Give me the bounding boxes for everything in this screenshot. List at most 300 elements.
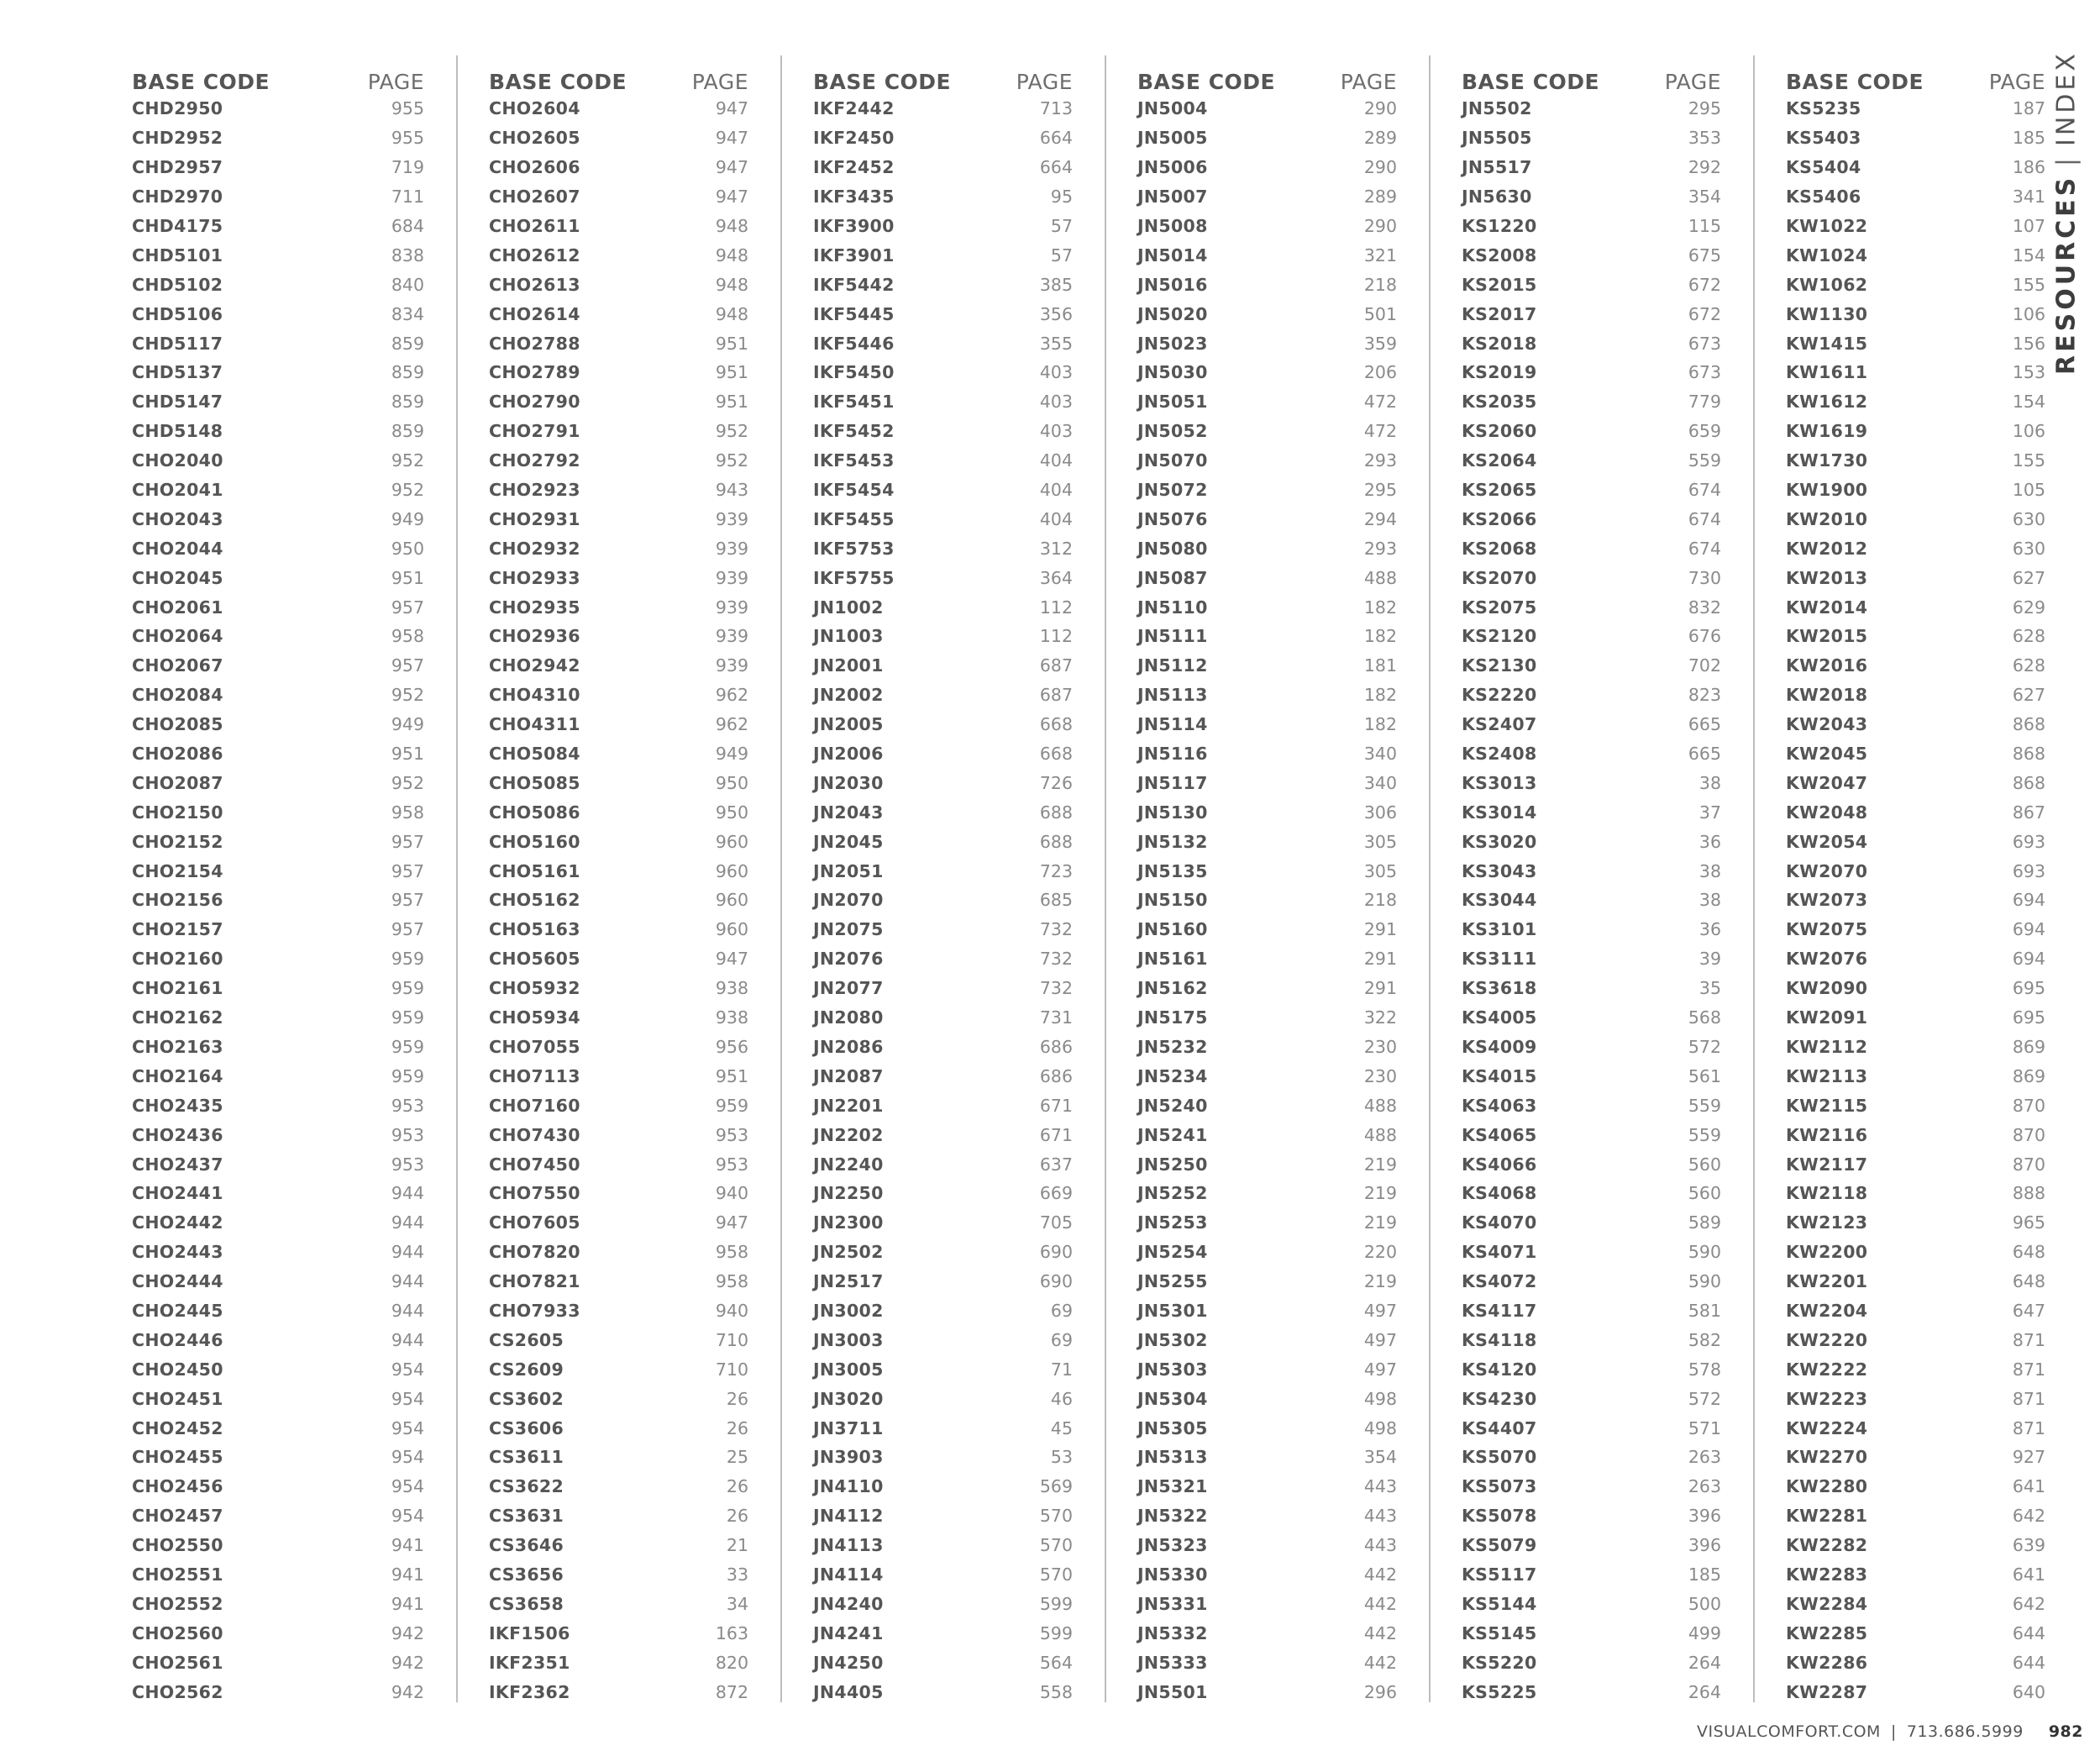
- index-row: [132, 212, 424, 241]
- index-row: [1786, 710, 2045, 739]
- page-ref: 694: [2012, 919, 2045, 940]
- page-ref: 859: [391, 362, 424, 383]
- base-code: CHO2790: [489, 392, 580, 413]
- page-ref: 779: [1688, 392, 1721, 413]
- page-ref: 185: [1688, 1564, 1721, 1585]
- index-row: [1462, 1531, 1721, 1560]
- index-row: [813, 299, 1073, 329]
- page-ref: 95: [1050, 187, 1073, 208]
- page-ref: 951: [715, 392, 748, 413]
- index-row: [1786, 681, 2045, 710]
- side-title: [2050, 50, 2083, 375]
- base-code: JN5132: [1137, 831, 1208, 852]
- base-code: IKF3900: [813, 216, 895, 236]
- index-row: [489, 153, 748, 182]
- index-row: [1137, 915, 1397, 944]
- page-ref: 957: [391, 597, 424, 618]
- index-row: [1786, 1531, 2045, 1560]
- base-code: KS2068: [1462, 538, 1537, 559]
- page-ref: 219: [1363, 1183, 1397, 1204]
- base-code: CHO2061: [132, 597, 223, 618]
- base-code: CHO7450: [489, 1154, 580, 1175]
- page-ref: 960: [715, 831, 748, 852]
- base-code: KW2112: [1786, 1036, 1868, 1057]
- base-code: JN5116: [1137, 744, 1208, 765]
- base-code: JN2087: [813, 1065, 884, 1086]
- index-column: [456, 55, 782, 1702]
- base-code: KS5145: [1462, 1622, 1537, 1643]
- index-row: [489, 974, 748, 1003]
- page-ref: 570: [1039, 1506, 1073, 1527]
- base-code: JN2075: [813, 919, 884, 940]
- index-row: [1137, 1296, 1397, 1326]
- index-row: [813, 1003, 1073, 1033]
- page-ref: 290: [1363, 157, 1397, 178]
- index-row: [1462, 1443, 1721, 1472]
- page-ref: 952: [391, 480, 424, 501]
- index-row: [489, 1238, 748, 1267]
- page-ref: 57: [1050, 245, 1073, 266]
- index-row: [132, 1296, 424, 1326]
- index-row: [489, 944, 748, 974]
- index-row: [132, 329, 424, 358]
- page-ref: 665: [1688, 744, 1721, 765]
- base-code: CHO5162: [489, 890, 580, 911]
- index-row: [132, 1120, 424, 1149]
- base-code: JN5006: [1137, 157, 1208, 178]
- base-code: JN5005: [1137, 128, 1208, 149]
- page-ref: 958: [391, 802, 424, 823]
- base-code: KS2019: [1462, 362, 1537, 383]
- page-ref: 955: [391, 128, 424, 149]
- base-code: IKF2351: [489, 1652, 570, 1673]
- index-row: [1786, 1472, 2045, 1501]
- page-ref: 182: [1363, 685, 1397, 706]
- base-code: JN3002: [813, 1300, 884, 1321]
- index-row: [132, 768, 424, 797]
- index-row: [1462, 240, 1721, 270]
- base-code: CHO2935: [489, 597, 580, 618]
- base-code: KS4068: [1462, 1183, 1537, 1204]
- index-row: [813, 358, 1073, 387]
- page-ref: 501: [1363, 303, 1397, 324]
- index-row: [1137, 1061, 1397, 1091]
- index-row: [1786, 622, 2045, 651]
- base-code: KW2012: [1786, 538, 1868, 559]
- page-ref: 888: [2012, 1183, 2045, 1204]
- page-ref: 948: [715, 216, 748, 236]
- base-code: KW2287: [1786, 1681, 1868, 1702]
- base-code: KS5220: [1462, 1652, 1537, 1673]
- base-code: KW2123: [1786, 1212, 1868, 1233]
- page-ref: 156: [2012, 333, 2045, 354]
- page-ref: 705: [1039, 1212, 1073, 1233]
- index-row: [1137, 1149, 1397, 1179]
- index-row: [1462, 915, 1721, 944]
- index-row: [1462, 1589, 1721, 1618]
- base-code: KW1130: [1786, 303, 1868, 324]
- base-code: JN5114: [1137, 714, 1208, 735]
- index-row: [1462, 856, 1721, 886]
- page-ref: 359: [1363, 333, 1397, 354]
- index-row: [132, 1589, 424, 1618]
- page-ref: 684: [391, 216, 424, 236]
- page-ref: 640: [2012, 1681, 2045, 1702]
- page-ref: 639: [2012, 1535, 2045, 1556]
- index-row: [1786, 270, 2045, 299]
- base-code: CS3658: [489, 1593, 564, 1614]
- index-row: [1462, 1472, 1721, 1501]
- page-ref: 941: [391, 1535, 424, 1556]
- index-row: [489, 886, 748, 915]
- base-code: CHD5102: [132, 274, 223, 295]
- index-row: [1137, 1560, 1397, 1590]
- page-ref: 581: [1688, 1300, 1721, 1321]
- index-row: [1137, 622, 1397, 651]
- page-ref: 958: [715, 1271, 748, 1292]
- page-ref: 499: [1688, 1622, 1721, 1643]
- page-ref: 498: [1363, 1388, 1397, 1409]
- base-code: KS3013: [1462, 772, 1537, 793]
- base-code: IKF5454: [813, 480, 895, 501]
- page-ref: 867: [2012, 802, 2045, 823]
- page-ref: 959: [391, 949, 424, 970]
- index-row: [813, 974, 1073, 1003]
- index-row: [1137, 534, 1397, 563]
- footer-phone: 713.686.5999: [1906, 1722, 2024, 1741]
- base-code: JN5080: [1137, 538, 1208, 559]
- page-ref: 305: [1363, 860, 1397, 881]
- base-code: KW2016: [1786, 655, 1868, 676]
- base-code: KW2286: [1786, 1652, 1868, 1673]
- page-ref: 218: [1363, 274, 1397, 295]
- page-ref: 688: [1039, 802, 1073, 823]
- index-row: [1786, 212, 2045, 241]
- page-ref: 296: [1363, 1681, 1397, 1702]
- base-code: CS3631: [489, 1506, 564, 1527]
- index-row: [132, 299, 424, 329]
- index-row: [489, 1003, 748, 1033]
- page-ref: 560: [1688, 1154, 1721, 1175]
- page-ref: 33: [726, 1564, 748, 1585]
- page-ref: 951: [715, 333, 748, 354]
- index-row: [813, 944, 1073, 974]
- page-ref: 69: [1050, 1300, 1073, 1321]
- index-row: [132, 94, 424, 124]
- base-code: KS2015: [1462, 274, 1537, 295]
- base-code: CHD2952: [132, 128, 223, 149]
- page-ref: 731: [1039, 1007, 1073, 1028]
- index-row: [813, 1677, 1073, 1706]
- page-ref: 954: [391, 1506, 424, 1527]
- page-ref: 953: [391, 1124, 424, 1145]
- page-ref: 404: [1039, 508, 1073, 529]
- page-ref: 294: [1363, 508, 1397, 529]
- index-row: [132, 476, 424, 505]
- base-code: CHO2457: [132, 1506, 223, 1527]
- base-code: CHO2087: [132, 772, 223, 793]
- base-code: KW2073: [1786, 890, 1868, 911]
- page-ref: 396: [1688, 1506, 1721, 1527]
- page-ref: 263: [1688, 1447, 1721, 1468]
- base-code: JN2202: [813, 1124, 884, 1145]
- page-ref: 955: [391, 98, 424, 119]
- index-row: [489, 1618, 748, 1648]
- page-ref: 672: [1688, 303, 1721, 324]
- index-row: [813, 1091, 1073, 1120]
- base-code: CHO2604: [489, 98, 580, 119]
- header-page: PAGE: [1988, 70, 2045, 94]
- base-code: JN5020: [1137, 303, 1208, 324]
- base-code: JN5161: [1137, 949, 1208, 970]
- header-page: PAGE: [1016, 70, 1073, 94]
- base-code: CHO2552: [132, 1593, 223, 1614]
- index-row: [813, 1325, 1073, 1354]
- index-row: [1786, 124, 2045, 153]
- base-code: CHO5163: [489, 919, 580, 940]
- page-ref: 659: [1688, 421, 1721, 442]
- page-ref: 295: [1363, 480, 1397, 501]
- base-code: JN1003: [813, 626, 884, 647]
- page-ref: 404: [1039, 450, 1073, 471]
- index-row: [489, 1325, 748, 1354]
- base-code: CHO2613: [489, 274, 580, 295]
- page-ref: 947: [715, 1212, 748, 1233]
- base-code: KS5225: [1462, 1681, 1537, 1702]
- page-ref: 53: [1050, 1447, 1073, 1468]
- page-ref: 859: [391, 333, 424, 354]
- index-row: [1462, 1238, 1721, 1267]
- base-code: JN4250: [813, 1652, 884, 1673]
- base-code: CHO7430: [489, 1124, 580, 1145]
- index-row: [132, 417, 424, 446]
- page-ref: 290: [1363, 98, 1397, 119]
- index-row: [1462, 739, 1721, 769]
- page-ref: 685: [1039, 890, 1073, 911]
- index-row: [813, 710, 1073, 739]
- index-row: [1462, 1120, 1721, 1149]
- index-row: [813, 1531, 1073, 1560]
- base-code: CHO2451: [132, 1388, 223, 1409]
- index-row: [1786, 329, 2045, 358]
- index-row: [1462, 1033, 1721, 1062]
- page-ref: 628: [2012, 626, 2045, 647]
- index-row: [813, 622, 1073, 651]
- base-code: JN5234: [1137, 1065, 1208, 1086]
- base-code: KW1415: [1786, 333, 1868, 354]
- index-row: [1137, 1443, 1397, 1472]
- base-code: CHO2164: [132, 1065, 223, 1086]
- base-code: CS2605: [489, 1329, 564, 1350]
- page-ref: 674: [1688, 480, 1721, 501]
- base-code: CHO2791: [489, 421, 580, 442]
- base-code: KS5235: [1786, 98, 1861, 119]
- base-code: CHD5101: [132, 245, 223, 266]
- base-code: JN2086: [813, 1036, 884, 1057]
- base-code: KW2283: [1786, 1564, 1868, 1585]
- index-row: [1137, 797, 1397, 827]
- index-row: [1137, 124, 1397, 153]
- page-ref: 671: [1039, 1095, 1073, 1116]
- base-code: KW2270: [1786, 1447, 1868, 1468]
- index-row: [1786, 944, 2045, 974]
- index-row: [489, 651, 748, 681]
- base-code: CHO2086: [132, 744, 223, 765]
- index-row: [1462, 1648, 1721, 1677]
- page-ref: 153: [2012, 362, 2045, 383]
- index-row: [813, 387, 1073, 417]
- page-ref: 590: [1688, 1271, 1721, 1292]
- index-row: [813, 446, 1073, 476]
- index-row: [1786, 153, 2045, 182]
- index-row: [1786, 739, 2045, 769]
- index-row: [1137, 1618, 1397, 1648]
- page-ref: 939: [715, 538, 748, 559]
- base-code: CHO2444: [132, 1271, 223, 1292]
- index-row: [1462, 534, 1721, 563]
- index-row: [489, 1033, 748, 1062]
- index-row: [132, 1560, 424, 1590]
- index-row: [1137, 1120, 1397, 1149]
- base-code: JN5630: [1462, 187, 1532, 208]
- page-ref: 292: [1688, 157, 1721, 178]
- page-ref: 938: [715, 1007, 748, 1028]
- index-row: [132, 1384, 424, 1413]
- page-ref: 403: [1039, 392, 1073, 413]
- index-row: [489, 1501, 748, 1531]
- base-code: KW1612: [1786, 392, 1868, 413]
- base-code: IKF5450: [813, 362, 895, 383]
- base-code: IKF3435: [813, 187, 895, 208]
- page-ref: 403: [1039, 362, 1073, 383]
- page-ref: 686: [1039, 1065, 1073, 1086]
- index-row: [489, 329, 748, 358]
- page-ref: 674: [1688, 508, 1721, 529]
- base-code: JN2070: [813, 890, 884, 911]
- page-ref: 710: [715, 1329, 748, 1350]
- index-row: [1786, 1589, 2045, 1618]
- base-code: KW2045: [1786, 744, 1868, 765]
- base-code: CHO2041: [132, 480, 223, 501]
- index-column: [132, 55, 458, 1702]
- base-code: JN2502: [813, 1242, 884, 1263]
- base-code: KS2060: [1462, 421, 1537, 442]
- base-code: CHO2923: [489, 480, 580, 501]
- header-page: PAGE: [691, 70, 748, 94]
- base-code: CHO2085: [132, 714, 223, 735]
- index-row: [1462, 329, 1721, 358]
- base-code: CHO2450: [132, 1359, 223, 1380]
- base-code: CHO2045: [132, 567, 223, 588]
- index-row: [1462, 768, 1721, 797]
- base-code: KW2280: [1786, 1476, 1868, 1497]
- index-row: [1137, 1384, 1397, 1413]
- base-code: JN5502: [1462, 98, 1532, 119]
- index-row: [132, 1677, 424, 1706]
- base-code: CHO2442: [132, 1212, 223, 1233]
- page-ref: 112: [1039, 626, 1073, 647]
- page-ref: 219: [1363, 1212, 1397, 1233]
- index-row: [489, 534, 748, 563]
- index-row: [813, 1618, 1073, 1648]
- base-code: CHO2789: [489, 362, 580, 383]
- index-row: [1137, 94, 1397, 124]
- base-code: KW2282: [1786, 1535, 1868, 1556]
- base-code: KS2120: [1462, 626, 1537, 647]
- column-header: [813, 55, 1073, 94]
- page-ref: 578: [1688, 1359, 1721, 1380]
- index-row: [132, 1238, 424, 1267]
- page-ref: 38: [1698, 890, 1721, 911]
- index-row: [1462, 1413, 1721, 1443]
- page-ref: 443: [1363, 1476, 1397, 1497]
- index-row: [1137, 1208, 1397, 1238]
- page-ref: 732: [1039, 978, 1073, 999]
- page-ref: 948: [715, 274, 748, 295]
- index-row: [489, 1091, 748, 1120]
- footer-separator: |: [1890, 1722, 1897, 1741]
- page-ref: 356: [1039, 303, 1073, 324]
- index-row: [813, 417, 1073, 446]
- base-code: JN5303: [1137, 1359, 1208, 1380]
- base-code: CHO5084: [489, 744, 580, 765]
- base-code: JN5135: [1137, 860, 1208, 881]
- base-code: CHO2942: [489, 655, 580, 676]
- base-code: CS2609: [489, 1359, 564, 1380]
- base-code: CHD2950: [132, 98, 223, 119]
- base-code: JN2517: [813, 1271, 884, 1292]
- index-row: [813, 1413, 1073, 1443]
- index-row: [489, 1208, 748, 1238]
- page-ref: 599: [1039, 1622, 1073, 1643]
- base-code: JN2005: [813, 714, 884, 735]
- base-code: KW2043: [1786, 714, 1868, 735]
- index-row: [1137, 944, 1397, 974]
- base-code: KS3020: [1462, 831, 1537, 852]
- page-ref: 45: [1050, 1417, 1073, 1438]
- page-ref: 572: [1688, 1036, 1721, 1057]
- index-row: [1137, 974, 1397, 1003]
- index-row: [1462, 622, 1721, 651]
- page-ref: 947: [715, 187, 748, 208]
- index-row: [813, 504, 1073, 534]
- index-row: [1462, 1003, 1721, 1033]
- index-row: [1137, 446, 1397, 476]
- page-ref: 293: [1363, 538, 1397, 559]
- index-row: [132, 856, 424, 886]
- page-ref: 690: [1039, 1242, 1073, 1263]
- base-code: JN2030: [813, 772, 884, 793]
- index-row: [1462, 270, 1721, 299]
- header-base-code: BASE CODE: [489, 70, 627, 94]
- index-row: [1137, 886, 1397, 915]
- page-ref: 488: [1363, 1095, 1397, 1116]
- base-code: CHO5934: [489, 1007, 580, 1028]
- base-code: CHO2605: [489, 128, 580, 149]
- base-code: CHO2040: [132, 450, 223, 471]
- page-ref: 69: [1050, 1329, 1073, 1350]
- page-ref: 871: [2012, 1329, 2045, 1350]
- page-ref: 673: [1688, 333, 1721, 354]
- base-code: CHO2446: [132, 1329, 223, 1350]
- base-code: JN5004: [1137, 98, 1208, 119]
- index-row: [813, 1033, 1073, 1062]
- page-ref: 647: [2012, 1300, 2045, 1321]
- base-code: CHO2435: [132, 1095, 223, 1116]
- page-ref: 571: [1688, 1417, 1721, 1438]
- index-row: [1786, 1618, 2045, 1648]
- page-ref: 341: [2012, 187, 2045, 208]
